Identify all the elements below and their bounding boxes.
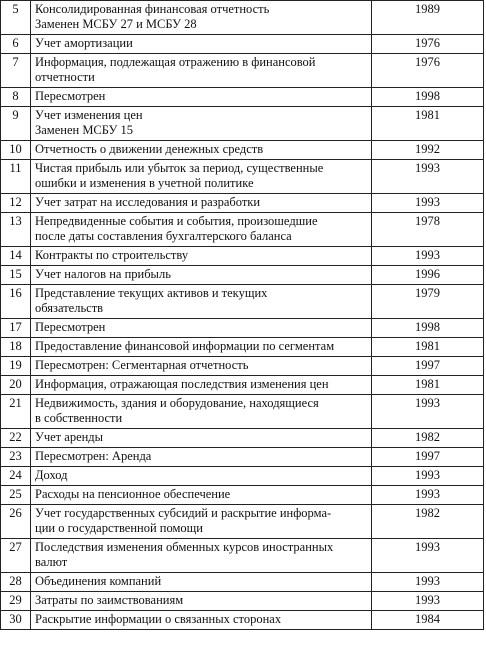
standard-title [31, 319, 372, 338]
table-row [1, 505, 484, 539]
standard-title-line: Учет амортизации [35, 36, 133, 50]
standard-year: 1976 [372, 35, 484, 54]
standard-title [31, 247, 372, 266]
standard-title-line: Информация, подлежащая отражению в финансовой [35, 55, 316, 69]
standard-number: 12 [1, 194, 31, 213]
standard-year: 1997 [372, 357, 484, 376]
standard-number: 8 [1, 88, 31, 107]
standard-title-line: ции о государственной помощи [35, 521, 203, 535]
standard-number: 11 [1, 160, 31, 194]
standard-title-line: Непредвиденные события и события, произошедшие [35, 214, 318, 228]
standard-number: 26 [1, 505, 31, 539]
standard-title [31, 376, 372, 395]
standard-year: 1993 [372, 539, 484, 573]
standard-title-line: Предоставление финансовой информации по сегментам [35, 339, 335, 353]
table-row [1, 35, 484, 54]
standards-table-body [1, 1, 484, 630]
standard-title-line: Пересмотрен [35, 89, 106, 103]
standard-title-line: после даты составления бухгалтерского баланса [35, 229, 292, 243]
standard-title-line: ошибки и изменения в учетной политике [35, 176, 254, 190]
table-row [1, 338, 484, 357]
standard-title-line: Учет налогов на прибыль [35, 267, 171, 281]
standard-title [31, 285, 372, 319]
standard-title [31, 160, 372, 194]
standard-title [31, 505, 372, 539]
standard-number: 25 [1, 486, 31, 505]
standard-number: 22 [1, 429, 31, 448]
standard-title-line: Пересмотрен: Сегментарная отчетность [35, 358, 249, 372]
standard-title [31, 213, 372, 247]
standard-title [31, 107, 372, 141]
table-row [1, 247, 484, 266]
standard-title-line: Раскрытие информации о связанных сторонах [35, 612, 282, 626]
standard-title-line: Чистая прибыль или убыток за период, существенные [35, 161, 324, 175]
standard-number: 18 [1, 338, 31, 357]
standard-number: 7 [1, 54, 31, 88]
standard-number: 27 [1, 539, 31, 573]
standard-title-line: Учет аренды [35, 430, 104, 444]
table-row [1, 54, 484, 88]
standard-number: 23 [1, 448, 31, 467]
standard-title-line: отчетности [35, 70, 95, 84]
table-row [1, 395, 484, 429]
standard-title-line: валют [35, 555, 68, 569]
standard-title [31, 429, 372, 448]
standard-year: 1989 [372, 1, 484, 35]
standard-year: 1981 [372, 338, 484, 357]
standard-year: 1996 [372, 266, 484, 285]
standard-title-line: Учет государственных субсидий и раскрытие информа- [35, 506, 332, 520]
standard-title [31, 194, 372, 213]
table-row [1, 141, 484, 160]
standard-number: 24 [1, 467, 31, 486]
standard-number: 10 [1, 141, 31, 160]
standard-title [31, 486, 372, 505]
standard-number: 9 [1, 107, 31, 141]
standard-title-line: обязательств [35, 301, 104, 315]
standard-year: 1997 [372, 448, 484, 467]
table-row [1, 194, 484, 213]
standard-title [31, 467, 372, 486]
table-row [1, 357, 484, 376]
standard-title [31, 338, 372, 357]
standard-year: 1978 [372, 213, 484, 247]
standard-year: 1982 [372, 429, 484, 448]
standard-title-line: Затраты по заимствованиям [35, 593, 184, 607]
standard-title [31, 592, 372, 611]
standard-title-line: Расходы на пенсионное обеспечение [35, 487, 231, 501]
standard-title [31, 35, 372, 54]
standard-year: 1993 [372, 160, 484, 194]
standard-title-line: Отчетность о движении денежных средств [35, 142, 264, 156]
standard-number: 21 [1, 395, 31, 429]
standard-number: 14 [1, 247, 31, 266]
standard-year: 1998 [372, 319, 484, 338]
standard-title-line: Последствия изменения обменных курсов иностранных [35, 540, 334, 554]
table-row [1, 213, 484, 247]
table-row [1, 266, 484, 285]
standard-title [31, 54, 372, 88]
standard-year: 1993 [372, 395, 484, 429]
standard-title-line: Доход [35, 468, 68, 482]
standard-year: 1979 [372, 285, 484, 319]
standard-title-line: Заменен МСБУ 27 и МСБУ 28 [35, 17, 197, 31]
standard-title-line: Контракты по строительству [35, 248, 189, 262]
standard-title-line: Пересмотрен: Аренда [35, 449, 152, 463]
table-row [1, 573, 484, 592]
standard-title-line: Консолидированная финансовая отчетность [35, 2, 270, 16]
standard-year: 1993 [372, 194, 484, 213]
table-row [1, 160, 484, 194]
standard-year: 1982 [372, 505, 484, 539]
standard-title [31, 395, 372, 429]
standard-title-line: Учет затрат на исследования и разработки [35, 195, 261, 209]
standard-title [31, 1, 372, 35]
standard-title [31, 611, 372, 630]
standard-year: 1976 [372, 54, 484, 88]
standard-title [31, 141, 372, 160]
standard-number: 13 [1, 213, 31, 247]
standard-number: 20 [1, 376, 31, 395]
standard-number: 28 [1, 573, 31, 592]
standard-year: 1984 [372, 611, 484, 630]
table-row [1, 486, 484, 505]
standard-title-line: Недвижимость, здания и оборудование, находящиеся [35, 396, 319, 410]
table-row [1, 611, 484, 630]
standard-year: 1993 [372, 247, 484, 266]
standard-year: 1998 [372, 88, 484, 107]
standard-year: 1993 [372, 486, 484, 505]
table-row [1, 539, 484, 573]
standard-title-line: Объединения компаний [35, 574, 162, 588]
standard-title-line: Информация, отражающая последствия изменения цен [35, 377, 329, 391]
standard-number: 19 [1, 357, 31, 376]
standard-number: 17 [1, 319, 31, 338]
standard-year: 1981 [372, 376, 484, 395]
standard-title-line: Заменен МСБУ 15 [35, 123, 133, 137]
standard-year: 1993 [372, 573, 484, 592]
table-row [1, 319, 484, 338]
table-row [1, 448, 484, 467]
table-row [1, 376, 484, 395]
standard-year: 1992 [372, 141, 484, 160]
standard-title [31, 266, 372, 285]
table-row [1, 88, 484, 107]
standard-title-line: Учет изменения цен [35, 108, 143, 122]
standard-title [31, 88, 372, 107]
standard-title [31, 357, 372, 376]
standard-number: 16 [1, 285, 31, 319]
standard-number: 6 [1, 35, 31, 54]
standard-number: 5 [1, 1, 31, 35]
table-row [1, 467, 484, 486]
table-row [1, 429, 484, 448]
standard-number: 15 [1, 266, 31, 285]
standard-title [31, 573, 372, 592]
standard-title-line: в собственности [35, 411, 123, 425]
standard-title-line: Пересмотрен [35, 320, 106, 334]
table-row [1, 107, 484, 141]
standard-title-line: Представление текущих активов и текущих [35, 286, 268, 300]
standard-year: 1993 [372, 592, 484, 611]
standard-number: 29 [1, 592, 31, 611]
standard-number: 30 [1, 611, 31, 630]
table-row [1, 592, 484, 611]
standard-title [31, 448, 372, 467]
standard-year: 1993 [372, 467, 484, 486]
table-row [1, 285, 484, 319]
standard-title [31, 539, 372, 573]
standard-year: 1981 [372, 107, 484, 141]
table-row [1, 1, 484, 35]
